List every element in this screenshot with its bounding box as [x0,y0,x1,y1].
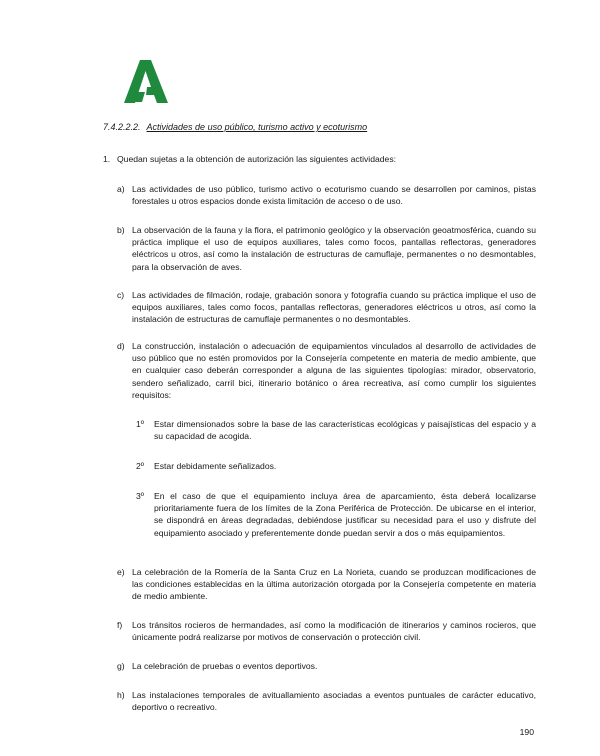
requisito-1-label: 1º [136,419,144,429]
intro-text: Quedan sujetas a la obtención de autorización las siguientes actividades: [117,154,396,164]
requisito-3-label: 3º [136,491,144,501]
item-b-text: La observación de la fauna y la flora, el patrimonio geológico y la observación geoatmosférica, cuando su práctica implique el uso de equipos auxiliares, tales como focos, pantallas reflectoras, generadores eléctricos u otros, así como la instalación de estructuras de camuflaje, permanentes o no desmontables, para la observación de aves. [132,225,536,272]
item-g-label: g) [117,661,125,671]
item-e-text: La celebración de la Romería de la Santa Cruz en La Norieta, cuando se produzcan modificaciones de las condiciones establecidas en la última autorización otorgada por la Consejería competente en materia de medio ambiente. [132,567,536,602]
intro-number: 1. [103,154,111,164]
item-e-label: e) [117,567,125,577]
page-number: 190 [519,727,534,737]
item-a-text: Las actividades de uso público, turismo activo o ecoturismo cuando se desarrollen por caminos, pistas forestales u otros espacios donde exista limitación de acceso o de uso. [132,184,536,207]
item-d-text: La construcción, instalación o adecuación de equipamientos vinculados al desarrollo de actividades de uso público que no estén promovidos por la Consejería competente en materia de medio ambiente, que en cualquier caso deberán corresponder a alguna de las siguientes tipologías: mirador, observatorio, sendero señalizado, carril bici, itinerario botánico o área recreativa, así como cumplir los siguientes requisitos: [132,341,536,400]
item-d-label: d) [117,341,125,351]
section-number: 7.4.2.2.2. [103,122,141,132]
section-heading [103,122,367,132]
item-c-label: c) [117,290,125,300]
requisito-1-text: Estar dimensionados sobre la base de las características ecológicas y paisajísticas del espacio y a su capacidad de acogida. [154,419,536,442]
item-b-label: b) [117,225,125,235]
item-h-label: h) [117,690,125,700]
item-a-label: a) [117,184,125,194]
requisito-3-text: En el caso de que el equipamiento incluya área de aparcamiento, ésta deberá localizarse prioritariamente fuera de los límites de la Zona Periférica de Protección. De ubicarse en el interior, se dispondrá en áreas degradadas, debiéndose justificar su necesidad para el uso y disfrute del equipamiento asociado y preferentemente donde puedan servir a dos o más equipamientos. [154,491,536,538]
requisito-2-label: 2º [136,461,144,471]
item-c-text: Las actividades de filmación, rodaje, grabación sonora y fotografía cuando su práctica implique el uso de equipos auxiliares, tales como focos, pantallas reflectoras, generadores eléctricos u otros, así como la instalación de estructuras de camuflaje permanentes o no desmontables. [132,290,536,325]
item-f-text: Los tránsitos rocieros de hermandades, así como la modificación de itinerarios y caminos rocieros, que únicamente podrá realizarse por motivos de conservación o protección civil. [132,620,536,643]
item-h-text: Las instalaciones temporales de avituallamiento asociadas a eventos puntuales de carácter educativo, deportivo o recreativo. [132,690,536,713]
requisito-2-text: Estar debidamente señalizados. [154,461,277,471]
section-title: Actividades de uso público, turismo activo y ecoturismo [146,122,368,132]
item-g-text: La celebración de pruebas o eventos deportivos. [132,661,318,671]
junta-de-andalucia-logo [118,58,174,108]
item-f-label: f) [117,620,123,630]
